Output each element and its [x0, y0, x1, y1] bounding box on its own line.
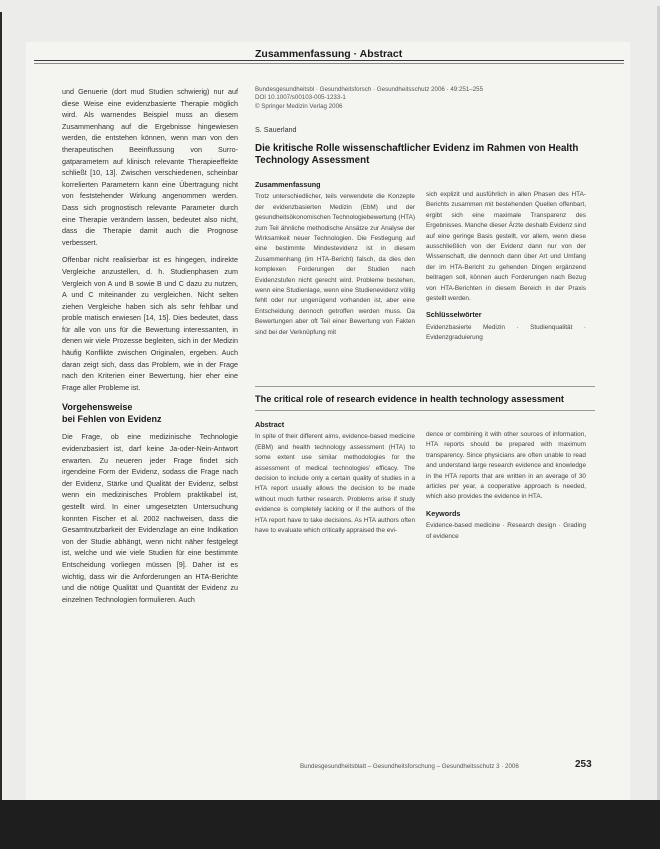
- zusammenfassung-heading: Zusammenfassung: [255, 180, 321, 189]
- zusammenfassung-text-left: Trotz unterschiedlicher, teils verwendete die Konzepte der evidenzbasierten Medizin (EbM) und der gesundheitsökonomischen Technologiebewertung (HTA) zum Teil ähnliche methodische Ansätze zur Analyse der Wirksamkeit neuer Technologien. Die Festlegung auf eine bestimmte Mindestevidenz ist in diesem Zusammenhang (im HTA-Bericht) falsch, da dies den komplexen Forderungen der Studien nach Evidenzstufen nicht gerecht wird. Probleme bestehen, wenn eine Studienlage, wenn eine Studienevidenz völlig fehlt oder nur ungenügend vorhanden ist, aber eine Entscheidung dennoch getroffen werden muss. Da Bewertungen aber oft Teil einer Bewertung von Fakten sind bei der Verknüpfung mit: [255, 193, 415, 336]
- article-title-german: Die kritische Rolle wissenschaftlicher Evidenz im Rahmen von Health Technology Assessment: [255, 143, 579, 166]
- abstract-text-left: In spite of their different aims, evidence-based medicine (EBM) and health technology assessment (HTA) to some extent use similar methodologies for the assessment of medical technologies' efficacy. The decision to include only a certain quality of studies in a HTA report usually allows the decision to be made without much further research. Problems arise if study evidence is completely lacking or if the authors of the HTA report have to take decisions. As HTA authors often have to evaluate which critically appraised the evi-: [255, 433, 415, 535]
- divider-title-en: [255, 386, 595, 387]
- schluesselwoerter-heading: Schlüsselwörter: [426, 310, 482, 320]
- footer-journal: Bundesgesundheitsblatt – Gesundheitsforschung – Gesundheitsschutz 3 · 2006: [300, 763, 519, 770]
- header-rule: [34, 60, 624, 61]
- article-meta: [255, 86, 483, 111]
- meta-doi: DOI 10.1007/s00103-005-1233-1: [255, 94, 346, 102]
- article-author: S. Sauerland: [255, 125, 297, 134]
- schluesselwoerter-text: Evidenzbasierte Medizin · Studienqualität · Evidenzgraduierung: [426, 323, 586, 342]
- article-title-english: The critical role of research evidence in health technology assessment: [255, 394, 564, 404]
- zusammenfassung-block: [255, 180, 415, 338]
- abstract-text-right: dence or combining it with other sources of information, HTA reports should be prepared with maximum transparency. Since physicians are often unable to read and understand large research evidence and knowledge in the HTA reports that are written in an average of 30 articles per year, a cooperative approach is needed, which also provides the evidence in HTA.: [426, 431, 586, 501]
- left-paragraph-2: Offenbar nicht realisierbar ist es hingegen, indirekte Vergleiche anzustellen, d. h. Studienphasen zum Vergleich von A und B sowie B und C dazu zu nutzen, A und C miteinander zu vergleichen. Nicht selten ziehen Vergleiche haben sich als sehr fehlbar und proble matisch erwiesen [14, 15]. Dies bedeutet, dass für alle von uns für die Bewertung interessanten, in denen wir viele Prozesse begleiten, sich in der Medizin häufig Konflikte zwischen Originalen, ergeben. Auch daran zeigt sich, dass das Problem, wie in der Frage nach den Kriterien einer Bewertung, hier eher eine Frage aller Probleme ist.: [62, 255, 238, 392]
- keywords-text: Evidence-based medicine · Research design · Grading of evidence: [426, 522, 586, 540]
- meta-copyright: © Springer Medizin Verlag 2006: [255, 102, 343, 110]
- scan-bottom-bar: [0, 800, 660, 849]
- header-rule-thin: [34, 63, 624, 64]
- scan-edge-left: [0, 12, 2, 842]
- keywords-heading: Keywords: [426, 508, 461, 518]
- left-paragraph-1: und Genuerie (dort mud Studien schwierig) nur auf diese Weise eine evidenzbasierte Therapie möglich wird. Als warnendes Beispiel muss an diesem Zusammenhang auf die Ergebnisse hingewiesen werden, die entstehen können, wenn man von den therapeutischen Beeinflussung von Surrogatparametern auf klinisch relevante Therapieeffekte schließt [10, 13]. Zwischen verschiedenen, scheinbar korrelierten Parametern kann eine Übertragung nicht von feststehender Wirkung angenommen werden. Dass sich prognostisch relevante Parameter durch eine Therapie verändern lassen, bedeutet also nicht, dass die Therapie damit auch die Prognose verbessert.: [62, 87, 238, 247]
- zusammenfassung-right-block: [426, 190, 586, 344]
- divider-abstract: [255, 410, 595, 411]
- left-paragraph-3: Die Frage, ob eine medizinische Technologie evidenzbasiert ist, darf keine Ja-oder-Nein-Antwort erwarten. Zu neueren jeder Frage findet sich irgendeine Form der Evidenz, sodass die Frage nach der Evidenz, Stärke und Qualität der Evidenz, selbst wenn ein medizinisches Problem praktikabel ist, gestellt wird. In einer umgesetzten Untersuchung konnten Fischer et al. 2002 nachweisen, dass die Gesamtnutzbarkeit der Evidenzlage an eine Indikation von der Studie abhängt, wenn nicht näher festgelegt ist, welche und wie viele Studien für eine bestimmte Entscheidung vorliegen müssen [9]. Daher ist es wichtig, dass wir die Anforderungen an HTA-Berichte und die nötige Qualität und Quantität der Evidenz zu einzelnen Technologien formulieren. Auch: [62, 432, 238, 604]
- left-subheading: Vorgehensweise bei Fehlen von Evidenz: [62, 402, 162, 425]
- meta-citation: Bundesgesundheitsbl · Gesundheitsforsch · Gesundheitsschutz 2006 · 49:251–255: [255, 86, 484, 93]
- zusammenfassung-text-right: sich explizit und ausführlich in allen Phasen des HTA-Berichts zusammen mit bestehenden Quellen offenbart, ergibt sich eine maximale Transparenz des Ergebnisses. Manche dieser Ärzte deshalb Evidenz sind auf eine geringe Basis gestellt, vor allem, wenn diese ausschließlich von der Evidenz dann nur von der Wissenschaft, die dennoch dann über Art und Umfang der im HTA-Bericht zu gehenden Dingen ergänzend beitragen soll, können auch Forderungen nach Bezug von HTA-Berichten in diesem Bereich in der Praxis gestellt werden.: [426, 191, 586, 303]
- section-header: Zusammenfassung · Abstract: [255, 48, 403, 60]
- abstract-right-block: [426, 430, 586, 542]
- abstract-heading: Abstract: [255, 420, 285, 429]
- page-number: 253: [575, 759, 592, 770]
- abstract-block: [255, 420, 415, 536]
- left-column: [62, 86, 238, 611]
